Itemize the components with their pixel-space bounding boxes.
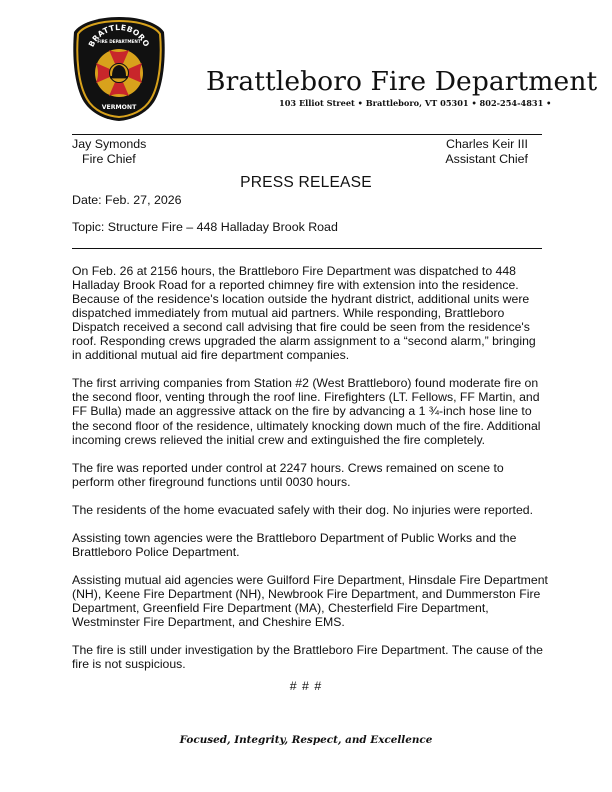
badge-text-sub: FIRE DEPARTMENT [97, 39, 141, 44]
assistant-chief-block [445, 137, 528, 167]
header-divider [72, 134, 542, 135]
badge-text-top: BRATTLEBORO [86, 22, 152, 49]
body-divider [72, 248, 542, 249]
organization-name: Brattleboro Fire Department [206, 66, 598, 97]
paragraph: Assisting town agencies were the Brattleboro Department of Public Works and the Brattleboro Police Department. [72, 530, 517, 559]
paragraph: Assisting mutual aid agencies were Guilford Fire Department, Hinsdale Fire Department (NH), Keene Fire Department (NH), Newbrook Fire Department, and Dummerston Fire Department, Greenfield Fire Department (MA), Chesterfield Fire Department, Westminster Fire Department, and Cheshire EMS. [72, 573, 548, 630]
fire-chief-block [72, 137, 146, 167]
paragraph: The residents of the home evacuated safely with their dog. No injuries were reported. [72, 502, 533, 517]
release-topic: Topic: Structure Fire – 448 Halladay Brook Road [72, 220, 338, 234]
assistant-chief-title: Assistant Chief [445, 152, 528, 166]
department-motto: Focused, Integrity, Respect, and Excellence [179, 734, 433, 746]
paragraph: The fire is still under investigation by the Brattleboro Fire Department. The cause of the fire is not suspicious. [72, 643, 543, 672]
fire-chief-title: Fire Chief [82, 152, 136, 166]
assistant-chief-name: Charles Keir III [446, 137, 528, 151]
fire-department-badge-logo [72, 16, 166, 122]
organization-address: 103 Elliot Street • Brattleboro, VT 05301 • 802-254-4831 • [279, 98, 552, 108]
end-of-release-mark: # # # [289, 679, 323, 693]
release-body [72, 264, 548, 685]
paragraph: The fire was reported under control at 2247 hours. Crews remained on scene to perform other fireground functions until 0030 hours. [72, 460, 504, 489]
paragraph: On Feb. 26 at 2156 hours, the Brattleboro Fire Department was dispatched to 448 Halladay Brook Road for a reported chimney fire with extension into the residence. Because of the residence's location outside the hydrant district, additional units were dispatched immediately from mutual aid partners. While responding, Brattleboro Dispatch received a second call advising that fire could be seen from the residence's roof. Responding crews upgraded the alarm assignment to a “second alarm,” bringing in additional mutual aid fire department companies. [72, 264, 536, 363]
press-release-heading: PRESS RELEASE [240, 174, 372, 191]
fire-chief-name: Jay Symonds [72, 137, 147, 151]
paragraph: The first arriving companies from Station #2 (West Brattleboro) found moderate fire on the second floor, venting through the roof line. Firefighters (LT. Fellows, FF Martin, and FF Bulla) made an aggressive attack on the fire by advancing a 1 ¾-inch hose line to the second floor of the residence, ultimately knocking down much of the fire. Additional incoming crews relieved the initial crew and extinguished the fire completely. [72, 376, 541, 447]
release-date: Date: Feb. 27, 2026 [72, 193, 182, 207]
badge-text-bottom: VERMONT [101, 104, 137, 111]
